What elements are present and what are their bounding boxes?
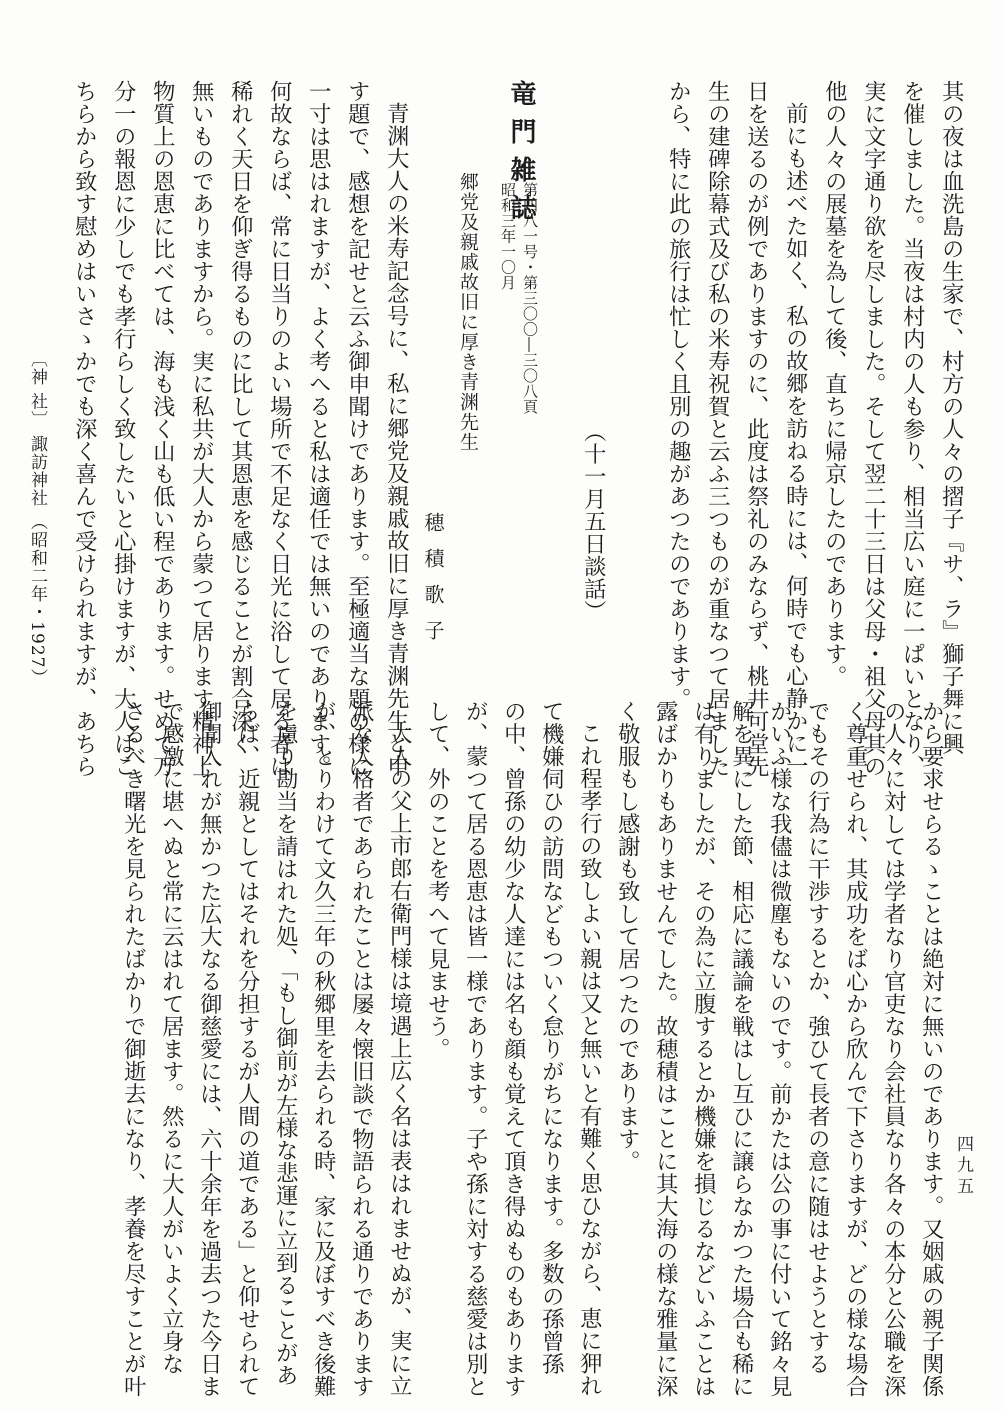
- text-column: 実に文字通り欲を尽しました。そして翌二十三日は父母・祖父母其の: [860, 80, 887, 778]
- text-column: 生の建碑除幕式及び私の米寿祝賀と云ふ三つものが重なつて居ました: [704, 80, 731, 778]
- text-column: 前にも述べた如く、私の故郷を訪ねる時には、何時でも心静かに一: [782, 102, 809, 777]
- text-column: から、特に此の旅行は忙しく且別の趣があつたのであります。: [665, 80, 692, 710]
- text-column: 何故ならば、常に日当りのよい場所で不足なく日光に浴して居る者は: [266, 80, 293, 778]
- text-column: が、とりわけて文久三年の秋郷里を去られる時、家に及ぼすべき後難: [310, 700, 337, 1398]
- text-column: でもその行為に干渉するとか、強ひて長者の意に随はせようとする: [804, 700, 831, 1375]
- text-column: の人々に対しては学者なり官吏なり会社員なり各々の本分と公職を深: [880, 700, 907, 1398]
- text-column: を催しました。当夜は村内の人も参り、相当広い庭に一ぱいとなり、: [899, 80, 926, 778]
- text-column: 大人の父上市郎右衛門様は境遇上広く名は表はれませぬが、実に立: [386, 722, 413, 1397]
- text-column: 解を異にした節、相応に議論を戦はし互ひに譲らなかつた場合も稀に: [728, 700, 755, 1398]
- text-column: て機嫌伺ひの訪問などもついく怠りがちになります。多数の孫曾孫: [538, 700, 565, 1375]
- text-column: の中、曾孫の幼少な人達には名も顔も覚えて頂き得ぬものもあります: [500, 700, 527, 1398]
- text-column: 物質上の恩恵に比べては、海も浅く山も低い程であります。せめて万: [149, 80, 176, 778]
- text-column: 無いものでありますから。実に私共が大人から蒙つて居ります精神上: [188, 80, 215, 778]
- dated-note: （十一月五日談話）: [580, 420, 607, 623]
- text-column: 其の夜は血洗島の生家で、村方の人々の摺子『サ、ラ』獅子舞に興: [938, 80, 965, 755]
- author-name: 穂積歌子: [421, 512, 445, 656]
- text-column: く尊重せられ、其成功をば心から欣んで下さりますが、どの様な場合: [842, 700, 869, 1398]
- text-column: から要求せらるゝことは絶対に無いのであります。又姻戚の親子関係: [918, 700, 945, 1398]
- text-column: を慮り勘当を請はれた処、「もし御前が左様な悲運に立到ることがあ: [272, 700, 299, 1387]
- issue-date: 昭和三年一〇月: [499, 182, 517, 291]
- source-citation: 〔神 社〕 諏訪神社 （昭和二年・1927）: [27, 350, 47, 687]
- text-column: 御聞入れが無かつた広大なる御慈愛には、六十余年を過去つた今日ま: [196, 700, 223, 1398]
- text-column: らば、近親としてはそれを分担するが人間の道である」と仰せられて: [234, 700, 261, 1398]
- text-column: す題で、感想を記せと云ふ御申聞けであります。至極適当な題の様に: [344, 80, 371, 778]
- text-column: ちらから致す慰めはいさゝかでも深く喜んで受けられますが、あちら: [71, 80, 98, 778]
- text-column: く敬服もし感謝も致して居つたのであります。: [614, 700, 641, 1173]
- text-column: 青渊大人の米寿記念号に、私に郷党及親戚故旧に厚き青渊先生と申: [383, 102, 410, 777]
- text-column: さるべき曙光を見られたばかりで御逝去になり、孝養を尽すことが叶: [120, 700, 147, 1398]
- text-column: 一寸は思はれますが、よく考へると私は適任では無いのであります。: [305, 80, 332, 778]
- text-column: かいふ様な我儘は微塵もないのです。前かたは公の事に付いて銘々見: [766, 700, 793, 1398]
- issue-number: 第四八一号・第三〇〇―三〇八頁: [521, 182, 539, 415]
- text-column: 分一の報恩に少しでも孝行らしく致したいと心掛けますが、大人はこ: [110, 80, 137, 778]
- text-column: これ程孝行の致しよい親は又と無いと有難く思ひながら、恵に狎れ: [576, 722, 603, 1397]
- text-column: が、蒙つて居る恩恵は皆一様であります。子や孫に対する慈愛は別と: [462, 700, 489, 1398]
- article-subtitle: 郷党及親戚故旧に厚き青渊先生: [457, 172, 479, 452]
- text-column: で感激に堪へぬと常に云はれて居ます。然るに大人がいよく立身な: [158, 700, 185, 1375]
- text-column: 稀れく天日を仰ぎ得るものに比して其恩恵を感じることが割合深く: [227, 80, 254, 755]
- text-column: して、外のことを考へて見ませう。: [424, 700, 451, 1060]
- text-column: は有りましたが、その為に立腹するとか機嫌を損じるなどいふことは: [690, 700, 717, 1398]
- text-column: 日を送るのが例でありますのに、此度は祭礼のみならず、桃井可堂先: [743, 80, 770, 778]
- page-number: 四九五: [953, 1135, 973, 1198]
- text-column: 露ばかりもありませんでした。故穂積はことに其大海の様な雅量に深: [652, 700, 679, 1398]
- text-column: 派な人格者であられたことは屡々懐旧談で物語られる通りであります: [348, 700, 375, 1398]
- text-column: 他の人々の展墓を為して後、直ちに帰京したのであります。: [821, 80, 848, 688]
- article-title: 竜門雑誌: [506, 80, 536, 232]
